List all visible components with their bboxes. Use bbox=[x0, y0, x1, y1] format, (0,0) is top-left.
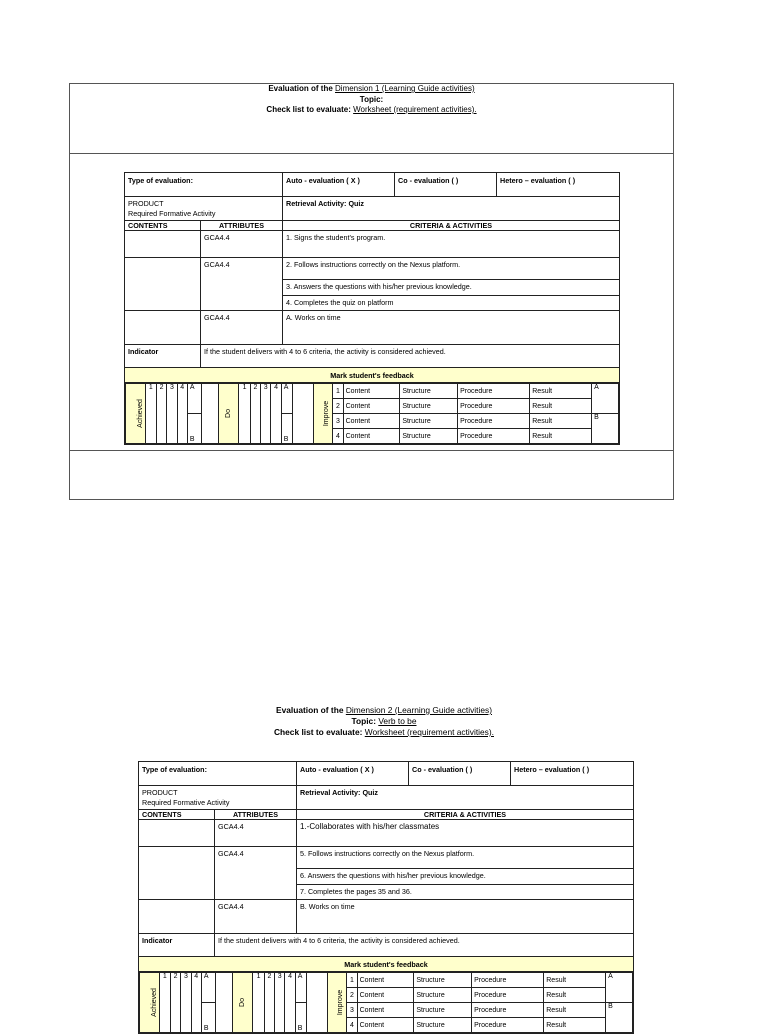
do-a[interactable]: A bbox=[281, 384, 292, 414]
do-b[interactable]: B bbox=[295, 1003, 306, 1033]
header-divider-1 bbox=[69, 153, 674, 154]
evaluation-table-1 bbox=[124, 172, 620, 445]
do-b[interactable]: B bbox=[281, 414, 292, 444]
do-score-2[interactable]: 2 bbox=[264, 973, 274, 1033]
product-label: PRODUCT bbox=[128, 199, 164, 208]
do-score-3[interactable]: 3 bbox=[261, 384, 271, 444]
content-cell bbox=[139, 900, 215, 934]
improve-num-2: 2 bbox=[333, 399, 343, 414]
criteria-item: 2. Follows instructions correctly on the Nexus platform. bbox=[283, 258, 620, 280]
do-score-4[interactable]: 4 bbox=[285, 973, 295, 1033]
improve-num-4: 4 bbox=[347, 1018, 357, 1033]
achieved-score-3[interactable]: 3 bbox=[167, 384, 177, 444]
retrieval-activity-label: Retrieval Activity: Quiz bbox=[283, 197, 620, 221]
do-label: Do bbox=[232, 973, 253, 1033]
criteria-header: CRITERIA & ACTIVITIES bbox=[297, 810, 634, 820]
doc1-title-prefix: Evaluation of the bbox=[268, 84, 336, 93]
improve-procedure[interactable]: Procedure bbox=[458, 384, 530, 399]
improve-procedure[interactable]: Procedure bbox=[472, 988, 544, 1003]
doc2-topic-label: Topic: bbox=[351, 716, 379, 726]
evaluation-table-2 bbox=[138, 761, 634, 1034]
improve-content[interactable]: Content bbox=[357, 1003, 414, 1018]
criteria-item: 3. Answers the questions with his/her previous knowledge. bbox=[283, 280, 620, 296]
attributes-header: ATTRIBUTES bbox=[201, 221, 283, 231]
auto-evaluation-checkbox[interactable]: Auto - evaluation ( X ) bbox=[283, 173, 395, 197]
improve-structure[interactable]: Structure bbox=[400, 399, 458, 414]
improve-content[interactable]: Content bbox=[357, 1018, 414, 1033]
improve-result[interactable]: Result bbox=[544, 1003, 606, 1018]
improve-num-3: 3 bbox=[347, 1003, 357, 1018]
improve-num-4: 4 bbox=[333, 429, 343, 444]
doc2-header bbox=[69, 705, 699, 738]
feedback-cell bbox=[125, 383, 620, 445]
attribute-cell: GCA4.4 bbox=[201, 311, 283, 345]
co-evaluation-checkbox[interactable]: Co - evaluation ( ) bbox=[395, 173, 497, 197]
achieved-label: Achieved bbox=[126, 384, 146, 444]
doc2-check-label: Check list to evaluate: bbox=[273, 727, 365, 737]
hetero-evaluation-checkbox[interactable]: Hetero – evaluation ( ) bbox=[511, 762, 634, 786]
attribute-cell: GCA4.4 bbox=[201, 258, 283, 311]
do-label: Do bbox=[218, 384, 239, 444]
doc1-check-link[interactable]: Worksheet (requirement activities). bbox=[353, 105, 477, 114]
contents-header: CONTENTS bbox=[139, 810, 215, 820]
footer-divider-1 bbox=[69, 450, 674, 451]
product-label: PRODUCT bbox=[142, 788, 178, 797]
product-cell bbox=[139, 786, 297, 810]
auto-evaluation-checkbox[interactable]: Auto - evaluation ( X ) bbox=[297, 762, 409, 786]
do-score-1[interactable]: 1 bbox=[239, 384, 250, 444]
improve-a[interactable]: A bbox=[592, 384, 619, 414]
criteria-item: 4. Completes the quiz on platform bbox=[283, 296, 620, 311]
improve-structure[interactable]: Structure bbox=[414, 1018, 472, 1033]
criteria-header: CRITERIA & ACTIVITIES bbox=[283, 221, 620, 231]
improve-structure[interactable]: Structure bbox=[400, 414, 458, 429]
required-activity-label: Required Formative Activity bbox=[142, 798, 230, 807]
improve-result[interactable]: Result bbox=[530, 384, 592, 399]
improve-content[interactable]: Content bbox=[357, 973, 414, 988]
attribute-cell: GCA4.4 bbox=[215, 847, 297, 900]
improve-result[interactable]: Result bbox=[544, 988, 606, 1003]
achieved-score-3[interactable]: 3 bbox=[181, 973, 191, 1033]
feedback-title: Mark student's feedback bbox=[125, 368, 620, 383]
achieved-b[interactable]: B bbox=[187, 414, 201, 444]
improve-structure[interactable]: Structure bbox=[414, 988, 472, 1003]
improve-content[interactable]: Content bbox=[357, 988, 414, 1003]
feedback-title: Mark student's feedback bbox=[139, 957, 634, 972]
criteria-item: B. Works on time bbox=[297, 900, 634, 934]
hetero-evaluation-checkbox[interactable]: Hetero – evaluation ( ) bbox=[497, 173, 620, 197]
improve-content[interactable]: Content bbox=[343, 384, 400, 399]
achieved-label: Achieved bbox=[140, 973, 160, 1033]
improve-procedure[interactable]: Procedure bbox=[458, 399, 530, 414]
achieved-a[interactable]: A bbox=[187, 384, 201, 414]
content-cell bbox=[139, 847, 215, 900]
improve-result[interactable]: Result bbox=[530, 429, 592, 444]
criteria-item: 7. Completes the pages 35 and 36. bbox=[297, 885, 634, 900]
required-activity-label: Required Formative Activity bbox=[128, 209, 216, 218]
type-of-evaluation-label: Type of evaluation: bbox=[125, 173, 283, 197]
improve-num-1: 1 bbox=[333, 384, 343, 399]
do-score-4[interactable]: 4 bbox=[271, 384, 281, 444]
content-cell bbox=[125, 258, 201, 311]
do-a[interactable]: A bbox=[295, 973, 306, 1003]
improve-procedure[interactable]: Procedure bbox=[458, 414, 530, 429]
indicator-label: Indicator bbox=[125, 345, 201, 368]
improve-a[interactable]: A bbox=[606, 973, 633, 1003]
spacer-cell bbox=[202, 384, 219, 444]
doc1-topic-label: Topic: bbox=[359, 94, 384, 104]
improve-content[interactable]: Content bbox=[343, 399, 400, 414]
attribute-cell: GCA4.4 bbox=[201, 231, 283, 258]
improve-label: Improve bbox=[313, 384, 333, 444]
do-score-1[interactable]: 1 bbox=[253, 973, 264, 1033]
spacer-cell bbox=[293, 384, 314, 444]
improve-procedure[interactable]: Procedure bbox=[472, 973, 544, 988]
improve-content[interactable]: Content bbox=[343, 429, 400, 444]
content-cell bbox=[125, 311, 201, 345]
doc2-title-prefix: Evaluation of the bbox=[276, 705, 346, 715]
improve-num-1: 1 bbox=[347, 973, 357, 988]
doc2-check-link[interactable]: Worksheet (requirement activities). bbox=[364, 727, 494, 737]
content-cell bbox=[139, 820, 215, 847]
attribute-cell: GCA4.4 bbox=[215, 820, 297, 847]
improve-num-3: 3 bbox=[333, 414, 343, 429]
doc1-title-link[interactable]: Dimension 1 (Learning Guide activities) bbox=[335, 84, 475, 93]
criteria-item: 1.-Collaborates with his/her classmates bbox=[297, 820, 634, 847]
contents-header: CONTENTS bbox=[125, 221, 201, 231]
indicator-text: If the student delivers with 4 to 6 criteria, the activity is considered achieved. bbox=[201, 345, 620, 368]
retrieval-activity-label: Retrieval Activity: Quiz bbox=[297, 786, 634, 810]
indicator-text: If the student delivers with 4 to 6 criteria, the activity is considered achieved. bbox=[215, 934, 634, 957]
improve-content[interactable]: Content bbox=[343, 414, 400, 429]
improve-result[interactable]: Result bbox=[530, 414, 592, 429]
content-cell bbox=[125, 231, 201, 258]
criteria-item: 5. Follows instructions correctly on the Nexus platform. bbox=[297, 847, 634, 869]
achieved-score-4[interactable]: 4 bbox=[177, 384, 187, 444]
doc2-topic-value: Verb to be bbox=[378, 716, 417, 726]
improve-structure[interactable]: Structure bbox=[414, 973, 472, 988]
criteria-item: A. Works on time bbox=[283, 311, 620, 345]
improve-structure[interactable]: Structure bbox=[400, 429, 458, 444]
criteria-item: 6. Answers the questions with his/her previous knowledge. bbox=[297, 869, 634, 885]
improve-num-2: 2 bbox=[347, 988, 357, 1003]
improve-result[interactable]: Result bbox=[544, 973, 606, 988]
criteria-item: 1. Signs the student's program. bbox=[283, 231, 620, 258]
improve-procedure[interactable]: Procedure bbox=[458, 429, 530, 444]
achieved-a[interactable]: A bbox=[201, 973, 215, 1003]
doc1-check-label: Check list to evaluate: bbox=[266, 105, 354, 114]
attributes-header: ATTRIBUTES bbox=[215, 810, 297, 820]
achieved-score-1[interactable]: 1 bbox=[159, 973, 170, 1033]
achieved-score-2[interactable]: 2 bbox=[156, 384, 166, 444]
improve-label: Improve bbox=[327, 973, 347, 1033]
do-score-2[interactable]: 2 bbox=[250, 384, 260, 444]
type-of-evaluation-label: Type of evaluation: bbox=[139, 762, 297, 786]
improve-procedure[interactable]: Procedure bbox=[472, 1003, 544, 1018]
feedback-grid-1 bbox=[125, 383, 619, 444]
improve-procedure[interactable]: Procedure bbox=[472, 1018, 544, 1033]
product-cell bbox=[125, 197, 283, 221]
improve-structure[interactable]: Structure bbox=[400, 384, 458, 399]
doc2-title-link[interactable]: Dimension 2 (Learning Guide activities) bbox=[345, 705, 492, 715]
achieved-score-1[interactable]: 1 bbox=[145, 384, 156, 444]
improve-result[interactable]: Result bbox=[544, 1018, 606, 1033]
indicator-label: Indicator bbox=[139, 934, 215, 957]
achieved-score-4[interactable]: 4 bbox=[191, 973, 201, 1033]
do-score-3[interactable]: 3 bbox=[275, 973, 285, 1033]
achieved-score-2[interactable]: 2 bbox=[170, 973, 180, 1033]
co-evaluation-checkbox[interactable]: Co - evaluation ( ) bbox=[409, 762, 511, 786]
improve-b[interactable]: B bbox=[606, 1003, 633, 1033]
improve-result[interactable]: Result bbox=[530, 399, 592, 414]
doc1-header bbox=[69, 84, 674, 116]
feedback-cell bbox=[139, 972, 634, 1034]
achieved-b[interactable]: B bbox=[201, 1003, 215, 1033]
attribute-cell: GCA4.4 bbox=[215, 900, 297, 934]
improve-b[interactable]: B bbox=[592, 414, 619, 444]
improve-structure[interactable]: Structure bbox=[414, 1003, 472, 1018]
